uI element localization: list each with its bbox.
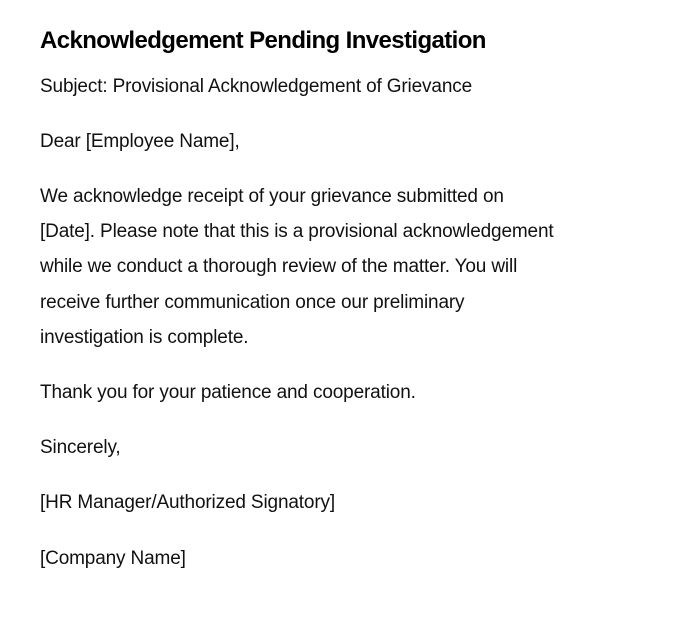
closing: Sincerely, [40,437,121,458]
signatory: [HR Manager/Authorized Signatory] [40,492,335,513]
thanks-line: Thank you for your patience and cooperation. [40,382,416,403]
salutation: Dear [Employee Name], [40,131,240,152]
body-line: [Date]. Please note that this is a provisional acknowledgement [40,221,554,242]
body-line: investigation is complete. [40,327,249,348]
body-line: receive further communication once our preliminary [40,292,465,313]
subject-line: Subject: Provisional Acknowledgement of Grievance [40,76,472,97]
document-title: Acknowledgement Pending Investigation [40,27,486,54]
body-line: while we conduct a thorough review of the matter. You will [40,256,518,277]
body-line: We acknowledge receipt of your grievance submitted on [40,186,504,207]
company-name: [Company Name] [40,548,186,569]
